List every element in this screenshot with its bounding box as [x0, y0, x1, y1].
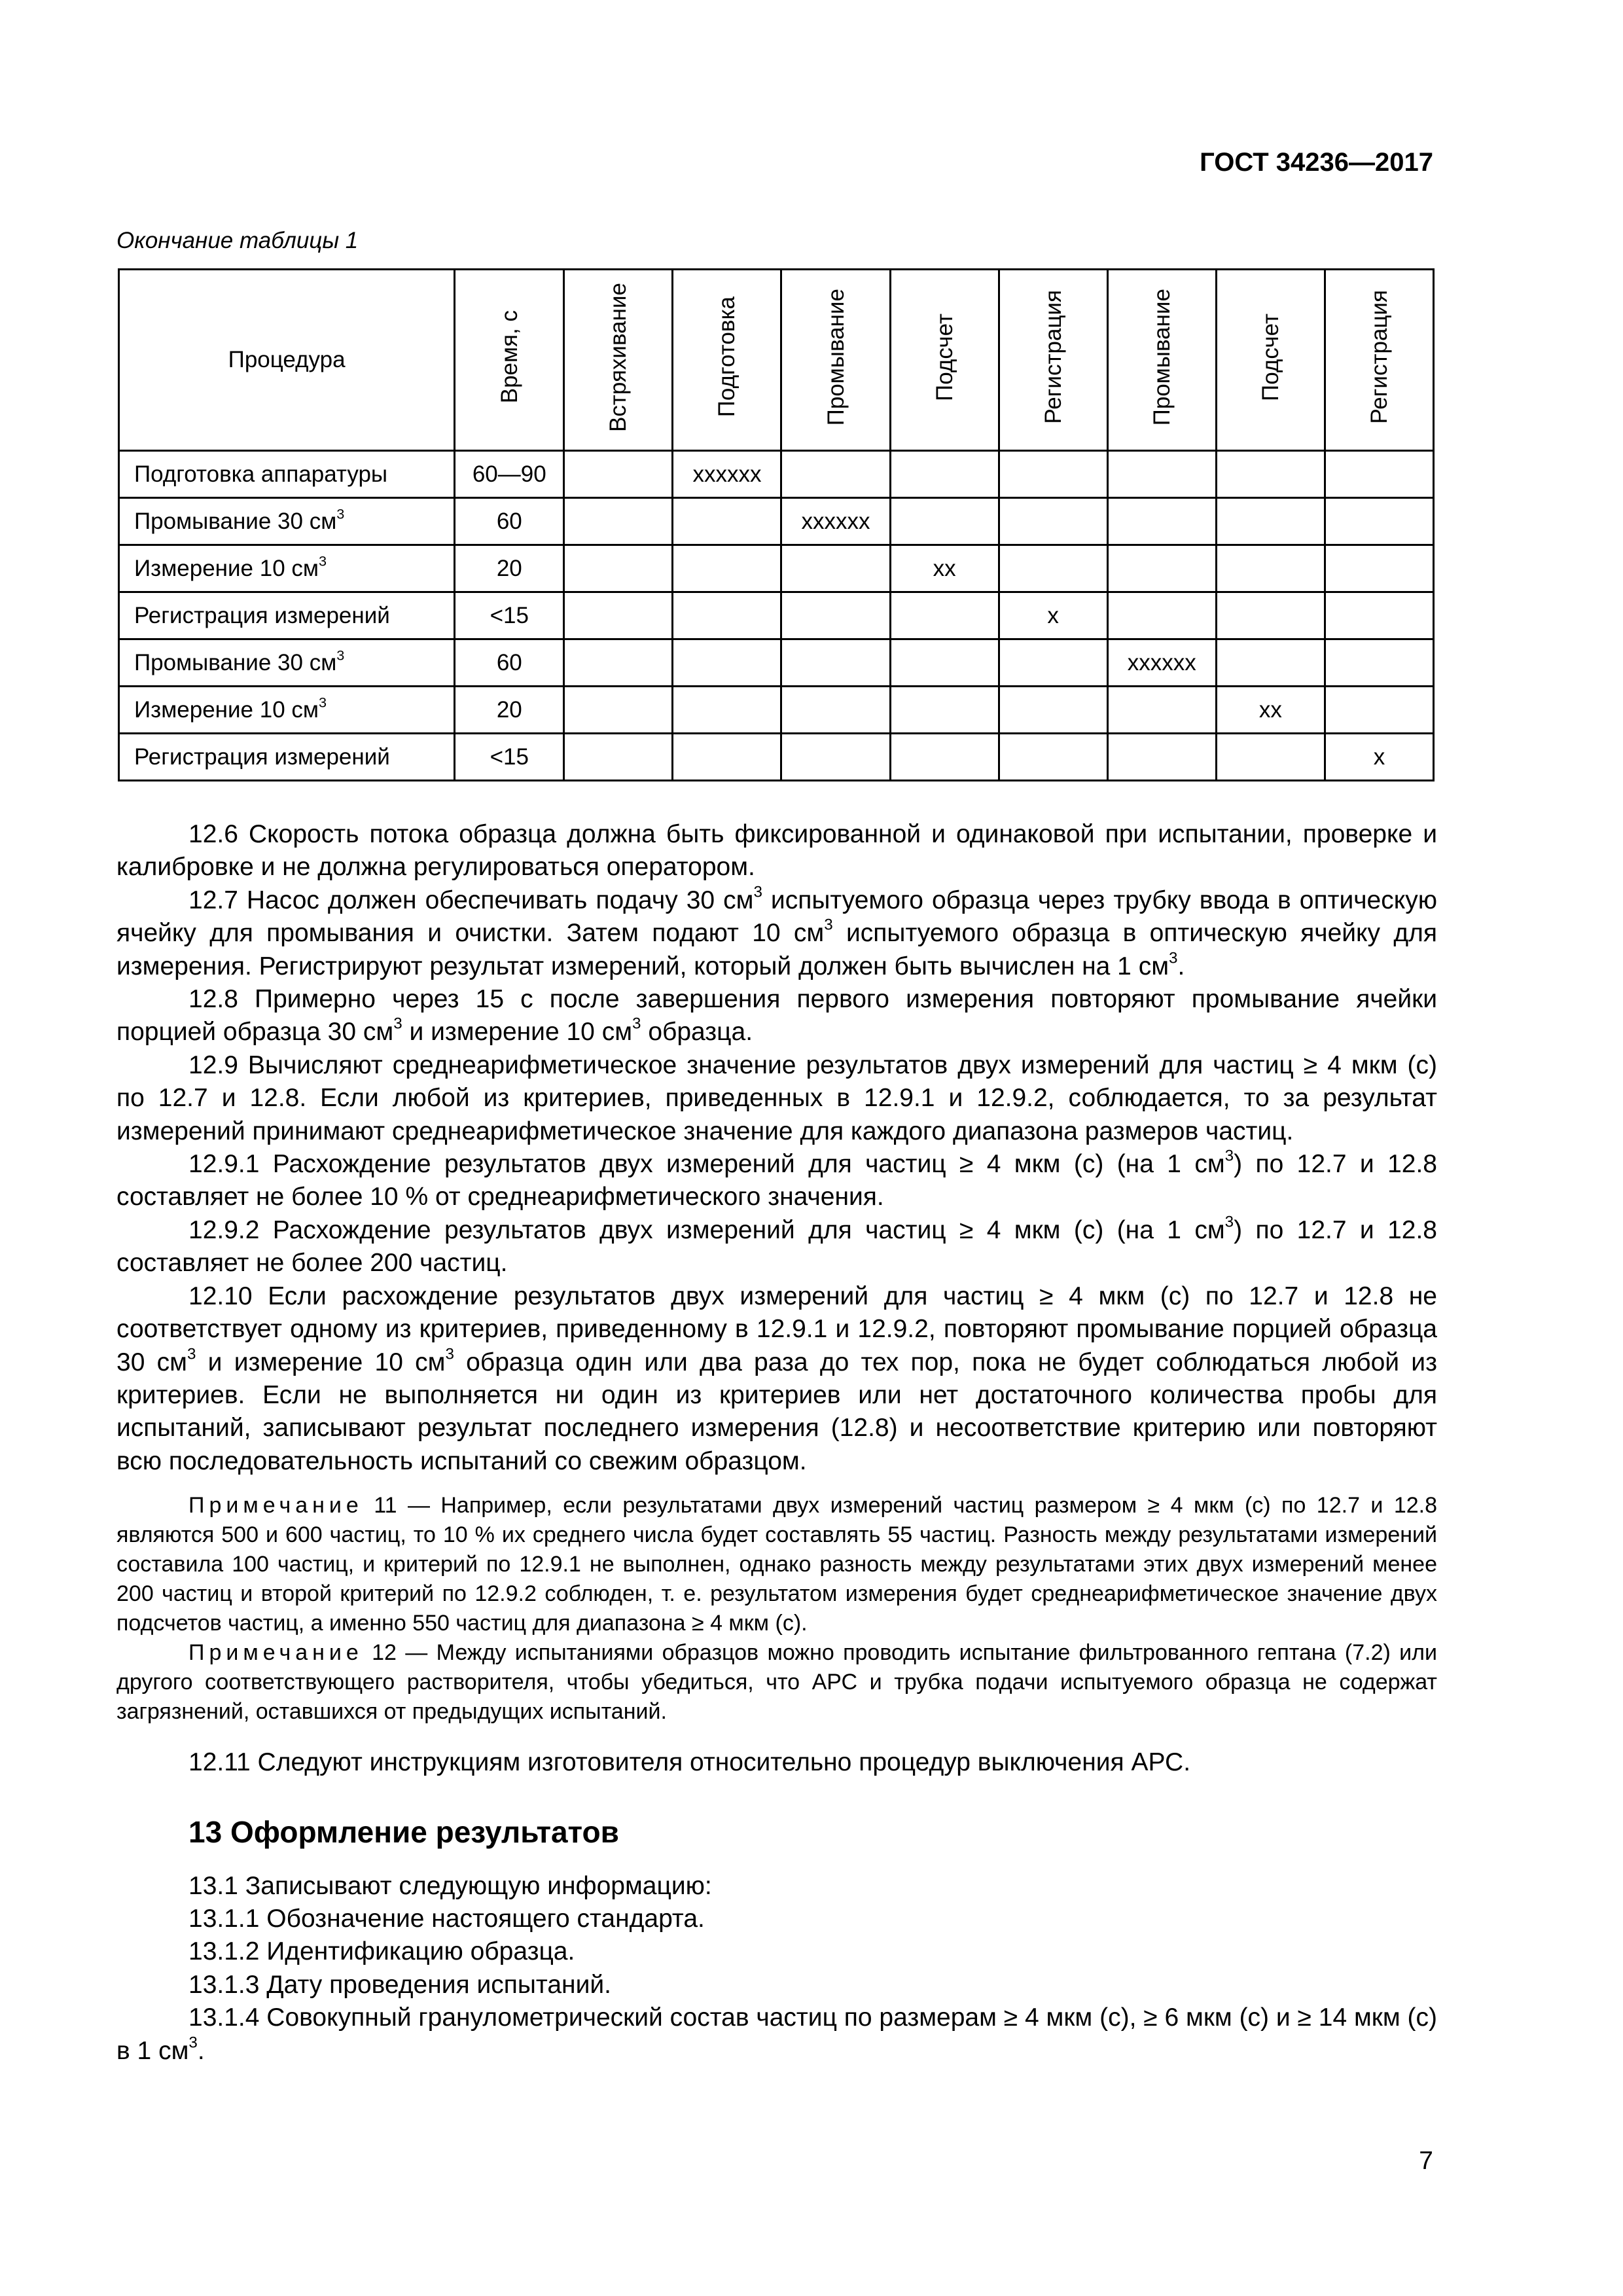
table-cell	[1107, 687, 1216, 734]
row-procedure-name: Подготовка аппаратуры	[119, 451, 455, 498]
paragraph-12-7: 12.7 Насос должен обеспечивать подачу 30 $см^3$ испытуемого образца через трубку ввода в оптическую ячейку для промывания и очистки. Затем подают 10 $см^3$ испытуемого образца в оптическую ячейку для измерения. Регистрируют результат измерений, который должен быть вычислен на 1 $см^3$.	[116, 883, 1437, 980]
paragraph-12-9: 12.9 Вычисляют среднеарифметическое значение результатов двух измерений для частиц ≥ 4 мкм (с) по 12.7 и 12.8. Если любой из критериев, приведенных в 12.9.1 и 12.9.2, соблюдается, то за результат измерений принимают среднеарифметическое значение для каждого диапазона размеров частиц.	[116, 1050, 1437, 1145]
table-cell	[1216, 639, 1325, 687]
table-cell	[781, 734, 890, 781]
paragraph-13-1-4: 13.1.4 Совокупный гранулометрический состав частиц по размерам ≥ 4 мкм (с), ≥ 6 мкм (с) и ≥ 14 мкм (с) в 1 $см^3$.	[116, 2003, 1437, 2065]
col-header-registration-2: Регистрация	[1325, 270, 1433, 451]
table-cell	[1216, 592, 1325, 639]
paragraph-12-9-1: 12.9.1 Расхождение результатов двух измерений для частиц ≥ 4 мкм (с) (на 1 $см^3$) по 12.7 и 12.8 составляет не более 10 % от среднеарифметического значения.	[116, 1147, 1437, 1211]
table-cell	[673, 734, 781, 781]
table-cell	[890, 639, 999, 687]
row-time: 60	[455, 498, 564, 545]
row-procedure-name: Промывание 30 $см^3$	[119, 639, 455, 687]
col-header-time: Время, с	[455, 270, 564, 451]
table-cell	[673, 592, 781, 639]
paragraph-12-8: 12.8 Примерно через 15 с после завершения первого измерения повторяют промывание ячейки порцией образца 30 $см^3$ и измерение 10 $см^3$ образца.	[116, 985, 1437, 1047]
paragraph-13-1-1: 13.1.1 Обозначение настоящего стандарта.	[188, 1904, 705, 1933]
table-cell	[564, 639, 673, 687]
paragraph-12-10: 12.10 Если расхождение результатов двух измерений для частиц ≥ 4 мкм (с) по 12.7 и 12.8 не соответствует одному из критериев, приведенному в 12.9.1 и 12.9.2, повторяют промывание порцией образца 30 $см^3$ и измерение 10 $см^3$ образца один или два раза до тех пор, пока не будет соблюдаться любой из критериев. Если не выполняется ни один из критериев или нет достаточного количества пробы для испытаний, записывают результат последнего измерения (12.8) и несоответствие критерию или повторяют всю последовательность испытаний со свежим образцом.	[116, 1282, 1437, 1475]
table-cell	[999, 498, 1107, 545]
table-cell	[673, 498, 781, 545]
paragraph-12-9-2: 12.9.2 Расхождение результатов двух измерений для частиц ≥ 4 мкм (с) (на 1 $см^3$) по 12.7 и 12.8 составляет не более 200 частиц.	[116, 1213, 1437, 1278]
table-cell	[564, 592, 673, 639]
table-cell: xxxxxx	[673, 451, 781, 498]
col-header-registration-1: Регистрация	[999, 270, 1107, 451]
table-cell	[999, 451, 1107, 498]
col-header-rinsing-2: Промывание	[1107, 270, 1216, 451]
table-cell	[1216, 451, 1325, 498]
table-cell	[890, 734, 999, 781]
paragraph-13-1: 13.1 Записывают следующую информацию:	[188, 1871, 712, 1900]
table-cell	[1107, 545, 1216, 592]
table-cell	[673, 639, 781, 687]
row-procedure-name: Измерение 10 $см^3$	[119, 545, 455, 592]
table-cell	[1325, 498, 1433, 545]
table-cell	[890, 498, 999, 545]
table-cell	[781, 639, 890, 687]
table-cell	[1216, 734, 1325, 781]
row-procedure-name: Промывание 30 $см^3$	[119, 498, 455, 545]
row-time: 20	[455, 545, 564, 592]
col-header-preparation: Подготовка	[673, 270, 781, 451]
table-caption: Окончание таблицы 1	[116, 228, 359, 253]
table-cell: x	[999, 592, 1107, 639]
table-cell	[781, 687, 890, 734]
table-cell	[673, 545, 781, 592]
table-cell	[564, 451, 673, 498]
paragraph-13-1-2: 13.1.2 Идентификацию образца.	[188, 1937, 575, 1966]
row-procedure-name: Регистрация измерений	[119, 734, 455, 781]
table-cell	[564, 687, 673, 734]
table-cell	[564, 498, 673, 545]
table-cell	[1107, 451, 1216, 498]
table-row	[119, 592, 1434, 639]
table-cell	[673, 687, 781, 734]
table-cell	[781, 451, 890, 498]
row-time: <15	[455, 592, 564, 639]
table-cell	[1107, 734, 1216, 781]
col-header-shaking: Встряхивание	[564, 270, 673, 451]
row-time: 20	[455, 687, 564, 734]
page-number: 7	[1419, 2147, 1433, 2175]
row-procedure-name: Регистрация измерений	[119, 592, 455, 639]
table-row	[119, 734, 1434, 781]
table-row	[119, 451, 1434, 498]
note-12: Примечание 12 — Между испытаниями образцов можно проводить испытание фильтрованного гептана (7.2) или другого соответствующего растворителя, чтобы убедиться, что АРС и трубка подачи испытуемого образца не содержат загрязнений, оставшихся от предыдущих испытаний.	[116, 1640, 1437, 1725]
col-header-count-2: Подсчет	[1216, 270, 1325, 451]
row-time: 60	[455, 639, 564, 687]
col-header-procedure: Процедура	[119, 270, 455, 451]
body-text	[116, 818, 1437, 2068]
procedure-table	[118, 268, 1435, 781]
table-row	[119, 687, 1434, 734]
table-cell	[999, 639, 1107, 687]
table-cell	[890, 451, 999, 498]
table-cell	[1325, 545, 1433, 592]
table-cell	[999, 687, 1107, 734]
note-11: Примечание 11 — Например, если результатами двух измерений частиц размером ≥ 4 мкм (с) по 12.7 и 12.8 являются 500 и 600 частиц, то 10 % их среднего числа будет составлять 55 частиц. Разность между результатами измерений составила 100 частиц, и критерий по 12.9.1 не выполнен, однако разность между результатами этих двух измерений менее 200 частиц и второй критерий по 12.9.2 соблюден, т. е. результатом измерения будет среднеарифметическое значение двух подсчетов частиц, а именно 550 частиц для диапазона ≥ 4 мкм (с).	[116, 1493, 1437, 1636]
table-cell	[1107, 498, 1216, 545]
table-cell: xx	[890, 545, 999, 592]
row-procedure-name: Измерение 10 $см^3$	[119, 687, 455, 734]
table-cell	[1325, 639, 1433, 687]
paragraph-12-6: 12.6 Скорость потока образца должна быть фиксированной и одинаковой при испытании, проверке и калибровке и не должна регулироваться оператором.	[116, 820, 1437, 882]
table-row	[119, 545, 1434, 592]
table-cell	[564, 545, 673, 592]
table-cell	[890, 592, 999, 639]
row-time: 60—90	[455, 451, 564, 498]
table-cell: xx	[1216, 687, 1325, 734]
table-cell	[1325, 451, 1433, 498]
table-cell	[1216, 545, 1325, 592]
table-cell	[781, 545, 890, 592]
table-cell: xxxxxx	[781, 498, 890, 545]
table-cell	[1107, 592, 1216, 639]
table-cell	[781, 592, 890, 639]
table-cell	[564, 734, 673, 781]
col-header-count-1: Подсчет	[890, 270, 999, 451]
col-header-rinsing-1: Промывание	[781, 270, 890, 451]
table-cell: xxxxxx	[1107, 639, 1216, 687]
section-13-title: 13 Оформление результатов	[188, 1814, 619, 1849]
table-cell	[890, 687, 999, 734]
paragraph-12-11: 12.11 Следуют инструкциям изготовителя относительно процедур выключения АРС.	[188, 1748, 1191, 1777]
paragraph-13-1-3: 13.1.3 Дату проведения испытаний.	[188, 1970, 611, 1999]
table-header-row	[119, 270, 1434, 451]
table-cell	[1216, 498, 1325, 545]
row-time: <15	[455, 734, 564, 781]
table-row	[119, 639, 1434, 687]
table-cell	[999, 734, 1107, 781]
table-row	[119, 498, 1434, 545]
table-cell: x	[1325, 734, 1433, 781]
table-cell	[1325, 592, 1433, 639]
table-cell	[1325, 687, 1433, 734]
table-cell	[999, 545, 1107, 592]
document-id: ГОСТ 34236—2017	[1200, 148, 1433, 177]
